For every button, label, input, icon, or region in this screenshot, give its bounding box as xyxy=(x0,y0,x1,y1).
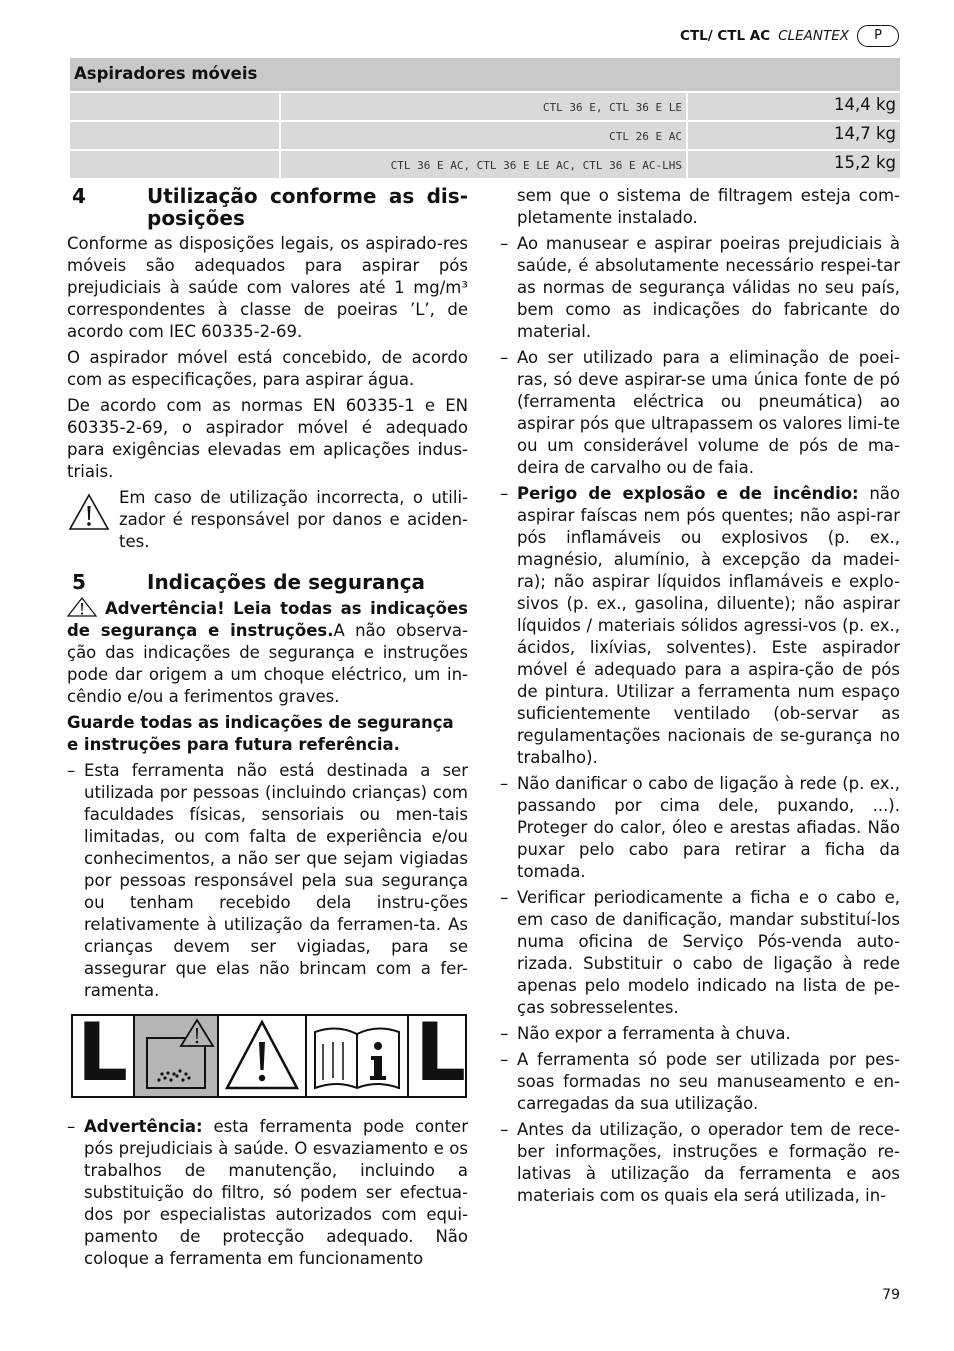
table-row-weight: 15,2 kg xyxy=(688,151,900,178)
list-item xyxy=(67,1116,468,1270)
list-item xyxy=(500,1119,900,1207)
page-number: 79 xyxy=(882,1287,900,1303)
section-5-heading xyxy=(67,571,468,593)
list-item-text: sem que o sistema de filtragem esteja com-pletamente instalado. xyxy=(517,186,900,227)
language-badge: P xyxy=(857,25,899,47)
paragraph: O aspirador móvel está concebido, de acordo com as especificações, para aspirar água. xyxy=(67,348,468,389)
intro-bold: Advertência! Leia todas as indicações de segurança e instruções. xyxy=(67,599,468,640)
dust-class-l-icon: L xyxy=(73,1016,135,1096)
table-row xyxy=(70,122,900,149)
manual-book-icon xyxy=(307,1016,407,1096)
list-item-text: Ao ser utilizado para a eliminação de poei-ras, só deve aspirar-se uma única fonte de pó (ferramenta eléctrica ou pneumática) ao aspirar pós que ultrapassem os valores limi-te ou um considerável volume de pós de ma-deira de carvalho ou de faia. xyxy=(517,348,900,477)
list-dash: – xyxy=(500,1050,509,1069)
table-title: Aspiradores móveis xyxy=(70,58,900,91)
table-row-models: CTL 26 E AC xyxy=(281,122,686,149)
paragraph: Conforme as disposições legais, os aspirado-res móveis são adequados para aspirar pós prejudiciais à saúde com valores até 1 mg/m³ correspondentes à classe de poeiras ’L’, de acordo com IEC 60335-2-69. xyxy=(67,234,468,341)
table-row-models: CTL 36 E AC, CTL 36 E LE AC, CTL 36 E AC-LHS xyxy=(281,151,686,178)
header-product: CLEANTEX xyxy=(778,28,849,44)
list-dash: – xyxy=(500,234,509,253)
section-number: 5 xyxy=(72,570,86,594)
list-dash: – xyxy=(500,888,509,907)
list-item-text: não aspirar faíscas nem pós quentes; não aspi-rar pós inflamáveis ou explosivos (p. ex., magnésio, alumínio, à excepção da madei-ra); não aspirar líquidos inflamáveis e explo-sivos (p. ex., gasolina, diluente); não aspirar líquidos / materiais sólidos agressi-vos (p. ex., ácidos, lixívias, solventes). Este aspirador móvel é adequado para a aspira-ção de pós de pintura. Utilizar a ferramenta num espaço suficientemente ventilado (ob-servar as regulamentações nacionais de se-gurança no trabalho). xyxy=(517,484,900,767)
list-item-text: Não expor a ferramenta à chuva. xyxy=(517,1024,791,1043)
intro-paragraph xyxy=(67,597,468,708)
warning-triangle-icon xyxy=(67,491,111,535)
warning-text: Em caso de utilização incorrecta, o utili-zador é responsável por danos e aciden-tes. xyxy=(119,488,468,551)
dust-container-icon xyxy=(135,1016,217,1096)
list-item-text: Não danificar o cabo de ligação à rede (p. ex., passando por cima dele, puxando, ...). Proteger do calor, óleo e arestas afiadas. Não puxar pelo cabo para retirar a ficha da tomada. xyxy=(517,774,900,881)
right-column xyxy=(500,185,900,1211)
section-title: Utilização conforme as dis-posições xyxy=(147,184,468,230)
table-row xyxy=(70,151,900,178)
left-column xyxy=(67,185,468,1274)
list-dash: – xyxy=(500,1120,509,1139)
table-row-weight: 14,7 kg xyxy=(688,122,900,149)
table-row xyxy=(70,93,900,120)
warning-triangle-icon xyxy=(67,597,97,617)
list-item-text: Verificar periodicamente a ficha e o cabo e, em caso de danificação, mandar substituí-los numa oficina de Serviço Pós-venda auto-rizada. Substituir o cabo de ligação à rede apenas pelo modelo indicado na lista de pe-ças sobresselentes. xyxy=(517,888,900,1017)
list-item-bold: Advertência: xyxy=(84,1117,203,1136)
list-item-text: esta ferramenta pode conter pós prejudiciais à saúde. O esvaziamento e os trabalhos de manutenção, incluindo a substituição do filtro, só podem ser efectua-dos por especialistas autorizados com equi-pamento de protecção adequado. Não coloque a ferramenta em funcionamento xyxy=(84,1117,468,1268)
list-item xyxy=(500,483,900,769)
list-item xyxy=(500,1049,900,1115)
dust-class-l-icon: L xyxy=(415,1006,466,1099)
list-item xyxy=(500,1023,900,1045)
list-item xyxy=(500,233,900,343)
list-item-continued xyxy=(500,185,900,229)
list-dash: – xyxy=(67,761,76,780)
weight-table xyxy=(70,58,900,178)
list-item-text: Antes da utilização, o operador tem de rece-ber informações, instruções e formação re-lativas à utilização da ferramenta e aos materiais com os quais ela será utilizada, in- xyxy=(517,1120,900,1205)
list-dash: – xyxy=(500,1024,509,1043)
warning-triangle-icon xyxy=(219,1016,305,1096)
section-number: 4 xyxy=(72,184,86,208)
list-item-text: Esta ferramenta não está destinada a ser utilizada por pessoas (incluindo crianças) com faculdades físicas, sensoriais ou men-tais limitadas, ou com falta de experiência e/ou conhecimentos, a não ser que sejam vigiadas por pessoas responsável pela sua segurança ou tenham recebido dela instru-ções relativamente à utilização da ferramen-ta. As crianças devem ser vigiadas, para se assegurar que elas não brincam com a fer-ramenta. xyxy=(84,761,468,1000)
list-item xyxy=(500,887,900,1019)
list-dash: – xyxy=(500,484,509,503)
list-item-bold: Perigo de explosão e de incêndio: xyxy=(517,484,859,503)
list-dash: – xyxy=(500,774,509,793)
list-item xyxy=(500,347,900,479)
list-item-text: Ao manusear e aspirar poeiras prejudiciais à saúde, é absolutamente necessário respei-tar as normas de segurança válidas no seu país, bem como as indicações do fabricante do material. xyxy=(517,234,900,341)
list-item xyxy=(500,773,900,883)
section-title: Indicações de segurança xyxy=(147,570,426,594)
list-dash: – xyxy=(67,1117,76,1136)
paragraph: De acordo com as normas EN 60335-1 e EN 60335-2-69, o aspirador móvel é adequado para exigências elevadas em aplicações indus-triais. xyxy=(67,396,468,481)
warning-note xyxy=(67,487,468,557)
list-item xyxy=(67,760,468,1002)
header-brand: CTL/ CTL AC xyxy=(680,28,771,44)
table-row-models: CTL 36 E, CTL 36 E LE xyxy=(281,93,686,120)
section-4-heading xyxy=(67,185,468,229)
list-dash: – xyxy=(500,348,509,367)
keep-instructions: Guarde todas as indicações de segurança e instruções para futura referência. xyxy=(67,713,454,754)
pictogram-strip xyxy=(71,1006,467,1099)
list-item-text: A ferramenta só pode ser utilizada por pes-soas formadas no seu manuseamento e en-carregadas da sua utilização. xyxy=(517,1050,900,1113)
table-row-weight: 14,4 kg xyxy=(688,93,900,120)
page-header xyxy=(680,25,899,47)
intro-rest: A não observa-ção das indicações de segurança e instruções pode dar origem a um choque eléctrico, um in-cêndio e/ou a ferimentos graves. xyxy=(67,621,468,706)
